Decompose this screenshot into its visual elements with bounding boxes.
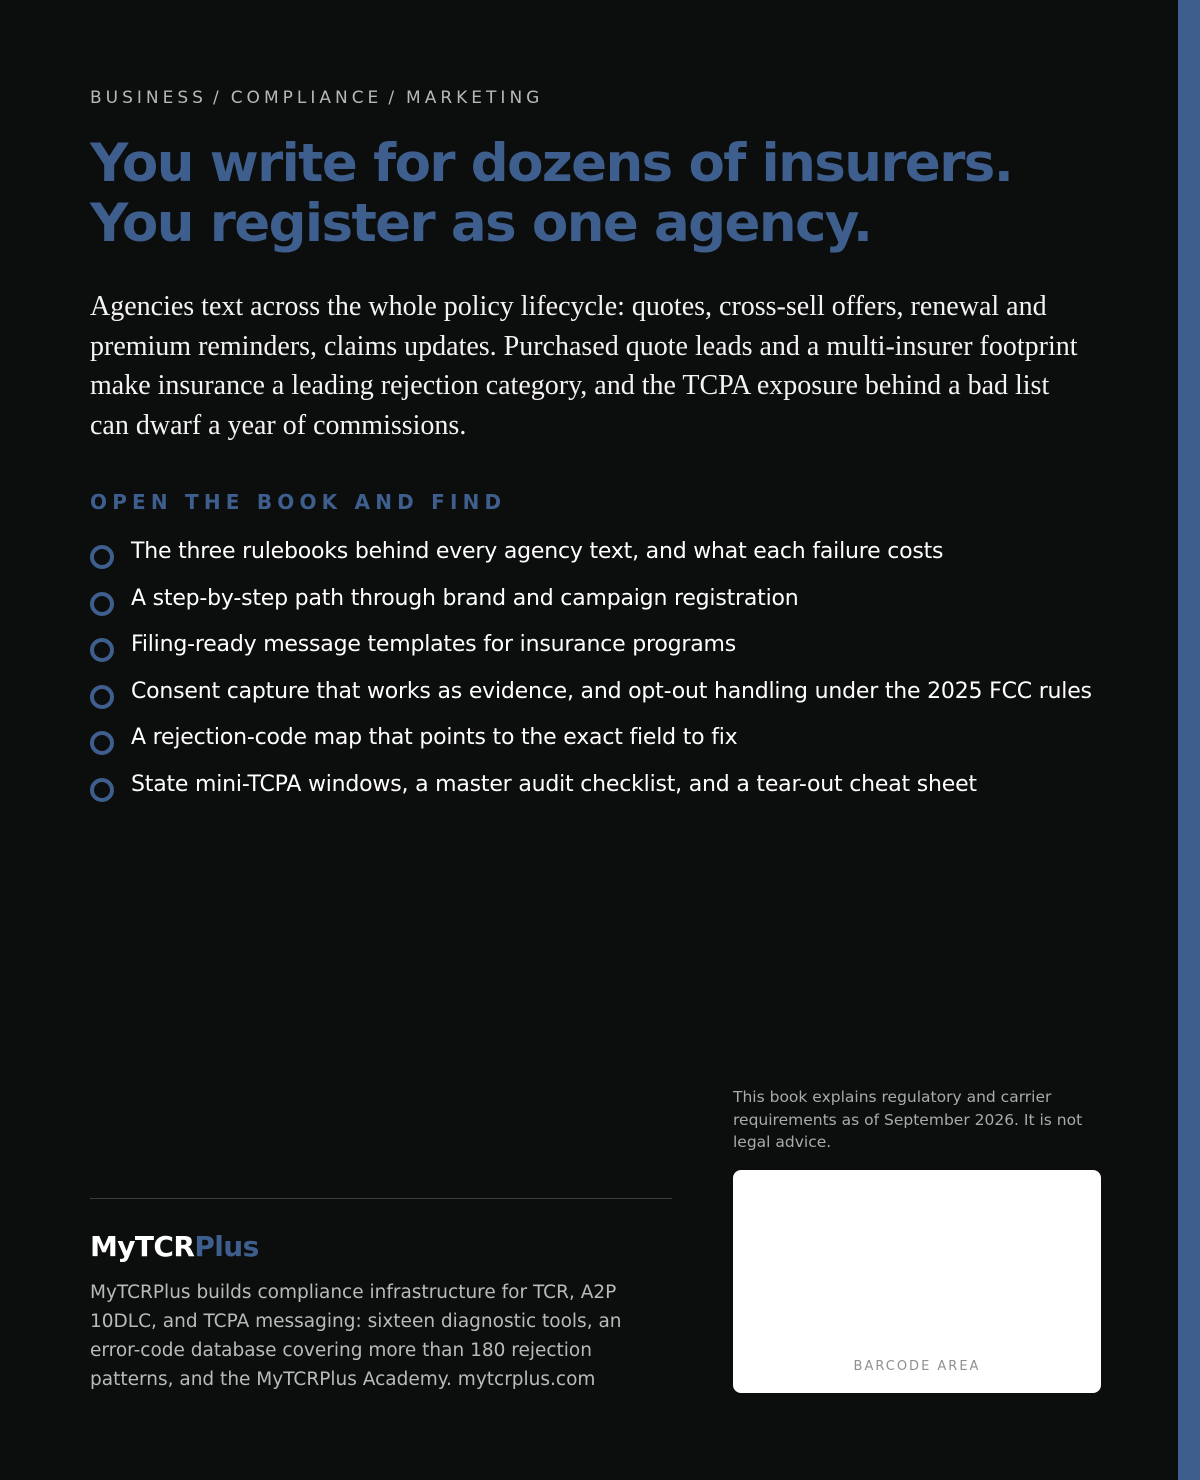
feature-item (90, 769, 1110, 801)
brand-description: MyTCRPlus builds compliance infrastructure for TCR, A2P 10DLC, and TCPA messaging: sixteen diagnostic tools, an error-code database covering more than 180 rejection patterns, and the MyTCRPlus Academy. mytcrplus.com (90, 1282, 622, 1390)
feature-list (90, 536, 1110, 815)
category-breadcrumb (90, 88, 543, 108)
breadcrumb-item: COMPLIANCE (230, 88, 383, 108)
breadcrumb-item: BUSINESS (90, 88, 207, 108)
circle-bullet-icon (90, 731, 114, 755)
circle-bullet-icon (90, 545, 114, 569)
feature-text: The three rulebooks behind every agency text, and what each failure costs (131, 539, 944, 564)
barcode-area (733, 1170, 1101, 1393)
feature-item (90, 676, 1110, 708)
brand-name-main: MyTCR (90, 1230, 195, 1263)
circle-bullet-icon (90, 778, 114, 802)
lede-paragraph: Agencies text across the whole policy lifecycle: quotes, cross-sell offers, renewal and premium reminders, claims updates. Purchased quote leads and a multi-insurer footprint make insurance a leading rejection category, and the TCPA exposure behind a bad list can dwarf a year of commissions. (90, 291, 1078, 441)
feature-text: Filing-ready message templates for insurance programs (131, 632, 736, 657)
legal-disclaimer: This book explains regulatory and carrier requirements as of September 2026. It is not legal advice. (733, 1088, 1083, 1151)
feature-text: A step-by-step path through brand and campaign registration (131, 585, 799, 611)
breadcrumb-separator: / (212, 88, 223, 108)
feature-text: Consent capture that works as evidence, and opt-out handling under the 2025 FCC rules (131, 678, 1092, 704)
feature-text: A rejection-code map that points to the exact field to fix (131, 725, 738, 750)
feature-item (90, 629, 1110, 661)
breadcrumb-separator: / (388, 88, 399, 108)
brand-logo (90, 1229, 259, 1265)
breadcrumb-item: MARKETING (406, 88, 544, 108)
barcode-label: BARCODE AREA (853, 1359, 981, 1374)
circle-bullet-icon (90, 685, 114, 709)
headline: You write for dozens of insurers. You register as one agency. (90, 133, 1013, 254)
feature-item (90, 536, 1110, 568)
feature-item (90, 722, 1110, 754)
feature-text: State mini-TCPA windows, a master audit checklist, and a tear-out cheat sheet (131, 771, 977, 797)
circle-bullet-icon (90, 638, 114, 662)
brand-name-accent: Plus (194, 1230, 259, 1263)
section-label: OPEN THE BOOK AND FIND (90, 490, 507, 514)
footer-divider (90, 1198, 672, 1199)
spine-accent-bar (1178, 0, 1200, 1480)
feature-item (90, 583, 1110, 615)
circle-bullet-icon (90, 592, 114, 616)
